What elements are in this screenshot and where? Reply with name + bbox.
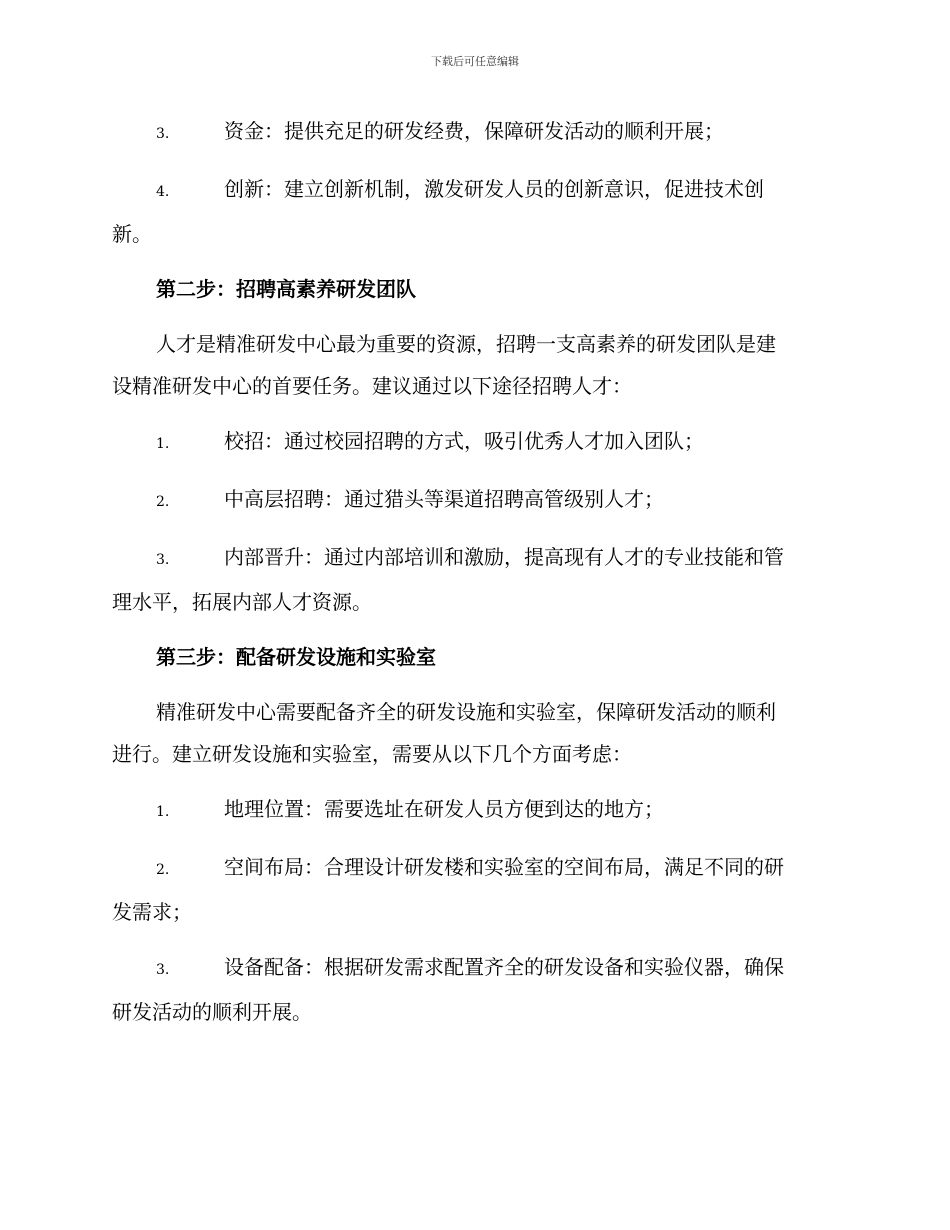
list-number: 1. xyxy=(156,804,170,820)
list-number: 4. xyxy=(156,184,170,200)
list-text: 校招：通过校园招聘的方式，吸引优秀人才加入团队； xyxy=(224,429,704,453)
paragraph-line: 设精准研发中心的首要任务。建议通过以下途径招聘人才： xyxy=(112,374,632,398)
paragraph-line: 精准研发中心需要配备齐全的研发设施和实验室，保障研发活动的顺利 xyxy=(156,700,776,724)
list-item-layout xyxy=(112,846,834,933)
page-header: 下载后可任意编辑 xyxy=(431,55,519,68)
list-text: 中高层招聘：通过猎头等渠道招聘高管级别人才； xyxy=(224,487,664,511)
list-text-continuation: 发需求； xyxy=(112,900,192,924)
list-number: 2. xyxy=(156,494,170,510)
list-item-innovation xyxy=(112,168,834,255)
list-number: 3. xyxy=(156,126,170,142)
list-item-location xyxy=(112,788,834,833)
document-body xyxy=(112,110,834,1033)
paragraph-facilities xyxy=(112,691,834,775)
list-text-continuation: 理水平，拓展内部人才资源。 xyxy=(112,590,372,614)
list-text: 资金：提供充足的研发经费，保障研发活动的顺利开展； xyxy=(224,119,724,143)
list-item-senior xyxy=(112,478,834,523)
list-text-continuation: 新。 xyxy=(112,222,152,246)
list-number: 1. xyxy=(156,436,170,452)
list-number: 3. xyxy=(156,552,170,568)
section-heading-step2: 第二步：招聘高素养研发团队 xyxy=(156,277,416,301)
list-item-promotion xyxy=(112,536,834,623)
list-item-equipment xyxy=(112,946,834,1033)
list-item-campus xyxy=(112,420,834,465)
list-text: 创新：建立创新机制，激发研发人员的创新意识，促进技术创 xyxy=(224,177,764,201)
list-item-funding xyxy=(112,110,834,155)
list-number: 2. xyxy=(156,862,170,878)
list-text: 空间布局：合理设计研发楼和实验室的空间布局，满足不同的研 xyxy=(224,855,784,879)
paragraph-line: 人才是精准研发中心最为重要的资源，招聘一支高素养的研发团队是建 xyxy=(156,332,776,356)
list-number: 3. xyxy=(156,962,170,978)
list-text: 设备配备：根据研发需求配置齐全的研发设备和实验仪器，确保 xyxy=(224,955,784,979)
list-text-continuation: 研发活动的顺利开展。 xyxy=(112,1000,312,1024)
paragraph-talent xyxy=(112,323,834,407)
section-heading-step3: 第三步：配备研发设施和实验室 xyxy=(156,645,436,669)
list-text: 地理位置：需要选址在研发人员方便到达的地方； xyxy=(224,797,664,821)
list-text: 内部晋升：通过内部培训和激励，提高现有人才的专业技能和管 xyxy=(224,545,784,569)
paragraph-line: 进行。建立研发设施和实验室，需要从以下几个方面考虑： xyxy=(112,742,632,766)
